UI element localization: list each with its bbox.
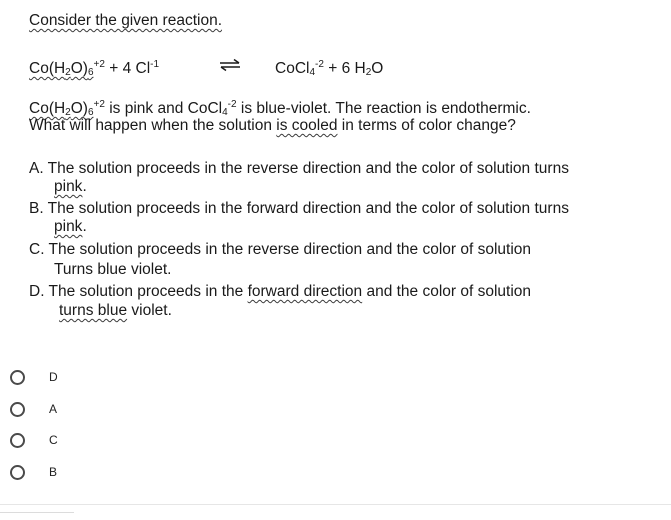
answer-option-b[interactable] — [10, 460, 57, 484]
desc-complex — [29, 100, 94, 117]
choice-c-line-1: C. The solution proceeds in the reverse direction and the color of solution — [29, 241, 532, 258]
d-c: and the color of solution — [362, 283, 532, 300]
d2-b: is cooled — [276, 117, 338, 134]
answer-option-c[interactable] — [10, 428, 58, 452]
eq-r-e: 2 — [365, 67, 372, 78]
eq-l-g: -1 — [150, 59, 160, 70]
d-a: D. The solution proceeds in the — [29, 283, 248, 300]
d1-h: -2 — [227, 99, 237, 110]
eq-r-b: 4 — [309, 67, 316, 78]
eq-l-b: 2 — [65, 67, 71, 78]
choice-a-dot: . — [82, 178, 87, 195]
eq-complex — [29, 60, 94, 77]
radio-button[interactable] — [10, 402, 25, 417]
choice-a-line-1: A. The solution proceeds in the reverse direction and the color of solution turns — [29, 160, 569, 177]
d2-c: in terms of color change? — [337, 117, 516, 134]
choice-b-line-1: B. The solution proceeds in the forward direction and the color of solution turns — [29, 200, 569, 217]
eq-r-f: O — [371, 60, 384, 77]
choice-a-word: pink — [54, 178, 83, 195]
d1-g: 4 — [222, 107, 228, 118]
choice-c-line-2: Turns blue violet. — [54, 261, 172, 278]
eq-l-d: 6 — [87, 67, 94, 78]
eq-l-f: + 4 Cl — [104, 60, 151, 77]
choice-b-dot: . — [82, 218, 87, 235]
d1-d: 6 — [87, 107, 94, 118]
d2-a: What will happen when the solution — [29, 117, 277, 134]
choice-a-line-2 — [54, 178, 87, 196]
d1-i: is blue-violet. The reaction is endothermic. — [236, 100, 531, 117]
description-line-2 — [29, 117, 516, 135]
d-d: turns blue — [59, 302, 128, 319]
radio-button[interactable] — [10, 370, 25, 385]
intro-text: Consider the given reaction. — [29, 12, 223, 29]
eq-l-a: Co(H — [29, 60, 66, 77]
choice-b-word: pink — [54, 218, 83, 235]
bottom-divider — [0, 504, 671, 505]
radio-button[interactable] — [10, 433, 25, 448]
equilibrium-arrow-icon — [219, 58, 241, 72]
d-b: forward direction — [247, 283, 363, 300]
answer-option-a[interactable] — [10, 397, 57, 421]
choice-b-line-2 — [54, 218, 87, 236]
eq-r-c: -2 — [315, 59, 324, 70]
eq-l-e: +2 — [93, 59, 105, 70]
equation-right — [275, 56, 383, 82]
choice-d-line-1 — [29, 283, 531, 301]
choice-d-line-2 — [59, 302, 172, 320]
answer-option-label: A — [49, 402, 58, 416]
d1-c: O) — [70, 100, 88, 117]
radio-button[interactable] — [10, 465, 25, 480]
eq-r-a: CoCl — [275, 60, 310, 77]
d-e: violet. — [127, 302, 172, 319]
eq-l-c: O) — [70, 60, 88, 77]
answer-option-label: B — [49, 465, 58, 479]
d1-f: is pink and CoCl — [104, 100, 223, 117]
equation-left — [29, 56, 159, 82]
answer-option-d[interactable] — [10, 365, 58, 389]
d1-a: Co(H — [29, 100, 66, 117]
eq-r-d: + 6 H — [323, 60, 366, 77]
d1-b: 2 — [65, 107, 71, 118]
d1-e: +2 — [93, 99, 105, 110]
question-intro — [29, 12, 222, 30]
answer-option-label: C — [49, 433, 58, 447]
answer-option-label: D — [49, 370, 58, 384]
